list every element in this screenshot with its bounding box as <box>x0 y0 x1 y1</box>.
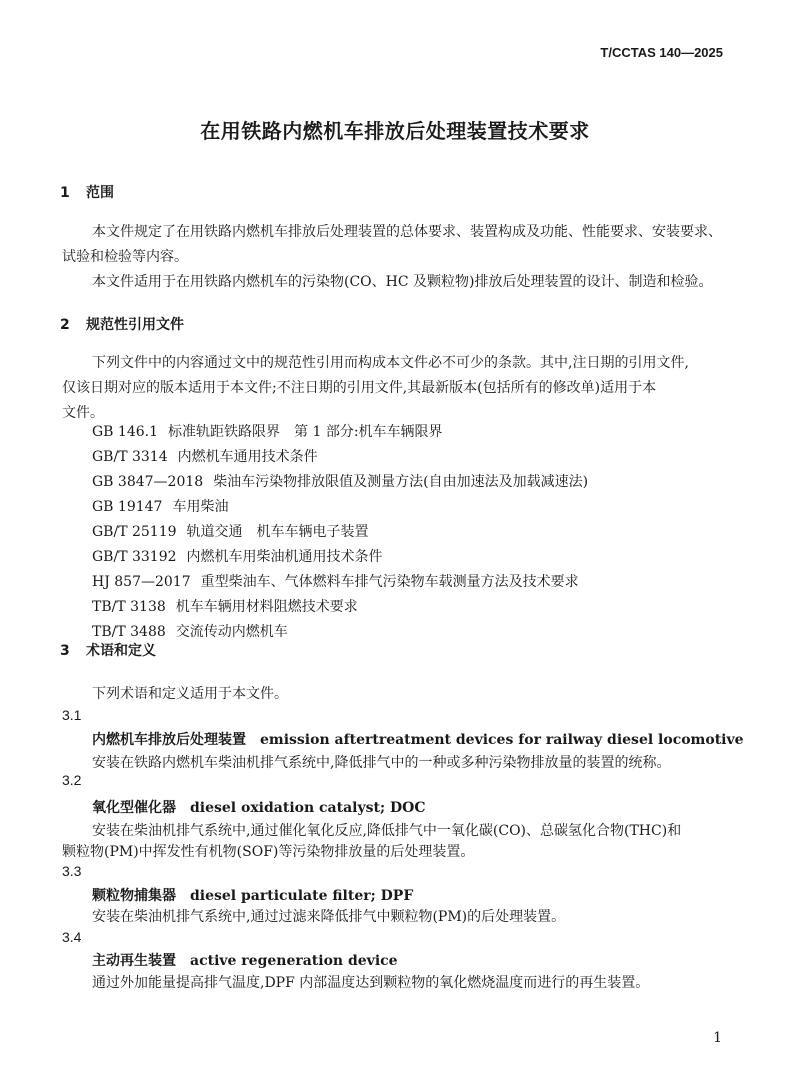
paragraph-line: 仅该日期对应的版本适用于本文件;不注日期的引用文件,其最新版本(包括所有的修改单)适用于本 <box>62 380 657 396</box>
reference-item <box>92 546 383 566</box>
term-definition: 安装在柴油机排气系统中,通过过滤来降低排气中颗粒物(PM)的后处理装置。 <box>92 909 566 925</box>
reference-code: HJ 857—2017 <box>92 574 191 590</box>
reference-title: 机车车辆用材料阻燃技术要求 <box>175 599 358 615</box>
term-definition: 安装在柴油机排气系统中,通过催化氧化反应,降低排气中一氧化碳(CO)、总碳氢化合物(THC)和 <box>92 823 682 839</box>
clause-number: 3.4 <box>62 929 82 945</box>
reference-item <box>92 621 288 641</box>
reference-item <box>92 446 318 466</box>
reference-title: 内燃机车用柴油机通用技术条件 <box>186 549 383 565</box>
term-definition: 安装在铁路内燃机车柴油机排气系统中,降低排气中的一种或多种污染物排放量的装置的统称。 <box>92 755 671 771</box>
paragraph-line: 下列术语和定义适用于本文件。 <box>92 686 288 702</box>
term-chinese: 颗粒物捕集器 <box>92 888 176 904</box>
section-title: 术语和定义 <box>86 643 156 659</box>
term-entry <box>92 729 744 749</box>
reference-item <box>92 496 228 516</box>
clause-number: 3.2 <box>62 772 82 788</box>
paragraph-line: 试验和检验等内容。 <box>62 249 188 265</box>
term-english: diesel oxidation catalyst; DOC <box>190 800 426 816</box>
reference-code: GB/T 33192 <box>92 549 177 565</box>
reference-title: 车用柴油 <box>172 499 229 515</box>
section-number: 1 <box>60 185 70 201</box>
reference-item <box>92 596 358 616</box>
reference-title: 内燃机车通用技术条件 <box>177 449 318 465</box>
section-heading-scope <box>60 182 114 202</box>
reference-code: GB 19147 <box>92 499 163 515</box>
reference-title: 交流传动内燃机车 <box>175 624 288 640</box>
reference-title: 重型柴油车、气体燃料车排气污染物车载测量方法及技术要求 <box>200 574 579 590</box>
term-english: active regeneration device <box>190 953 398 969</box>
section-title: 规范性引用文件 <box>86 317 184 333</box>
document-number: T/CCTAS 140—2025 <box>600 45 723 60</box>
reference-code: GB/T 3314 <box>92 449 168 465</box>
reference-title: 标准轨距铁路限界 第 1 部分:机车车辆限界 <box>168 424 443 440</box>
section-number: 3 <box>60 643 70 659</box>
term-entry <box>92 950 398 970</box>
term-chinese: 内燃机车排放后处理装置 <box>92 732 246 748</box>
page-title: 在用铁路内燃机车排放后处理装置技术要求 <box>200 119 590 143</box>
reference-item <box>92 471 588 491</box>
term-definition: 通过外加能量提高排气温度,DPF 内部温度达到颗粒物的氧化燃烧温度而进行的再生装置。 <box>92 975 650 991</box>
reference-item <box>92 421 443 441</box>
paragraph-line: 本文件适用于在用铁路内燃机车的污染物(CO、HC 及颗粒物)排放后处理装置的设计、制造和检验。 <box>92 274 713 290</box>
clause-number: 3.1 <box>62 707 82 723</box>
reference-item <box>92 571 579 591</box>
page-number: 1 <box>713 1030 722 1046</box>
reference-code: GB 3847—2018 <box>92 474 204 490</box>
term-chinese: 主动再生装置 <box>92 953 176 969</box>
section-heading-normative-references <box>60 314 184 334</box>
reference-code: TB/T 3138 <box>92 599 166 615</box>
reference-item <box>92 521 369 541</box>
term-entry <box>92 885 413 905</box>
clause-number: 3.3 <box>62 863 82 879</box>
section-heading-terms-definitions <box>60 640 156 660</box>
reference-title: 柴油车污染物排放限值及测量方法(自由加速法及加载减速法) <box>213 474 589 490</box>
section-number: 2 <box>60 317 70 333</box>
section-title: 范围 <box>86 185 114 201</box>
term-entry <box>92 797 426 817</box>
reference-code: GB/T 25119 <box>92 524 177 540</box>
term-chinese: 氧化型催化器 <box>92 800 176 816</box>
reference-code: GB 146.1 <box>92 424 159 440</box>
paragraph-line: 下列文件中的内容通过文中的规范性引用而构成本文件必不可少的条款。其中,注日期的引用文件, <box>92 355 689 371</box>
term-english: diesel particulate filter; DPF <box>190 888 414 904</box>
term-definition: 颗粒物(PM)中挥发性有机物(SOF)等污染物排放量的后处理装置。 <box>62 844 475 860</box>
reference-title: 轨道交通 机车车辆电子装置 <box>186 524 369 540</box>
term-english: emission aftertreatment devices for railway diesel locomotive <box>260 732 744 748</box>
reference-code: TB/T 3488 <box>92 624 166 640</box>
paragraph-line: 文件。 <box>62 405 104 421</box>
paragraph-line: 本文件规定了在用铁路内燃机车排放后处理装置的总体要求、装置构成及功能、性能要求、安装要求、 <box>92 224 722 240</box>
